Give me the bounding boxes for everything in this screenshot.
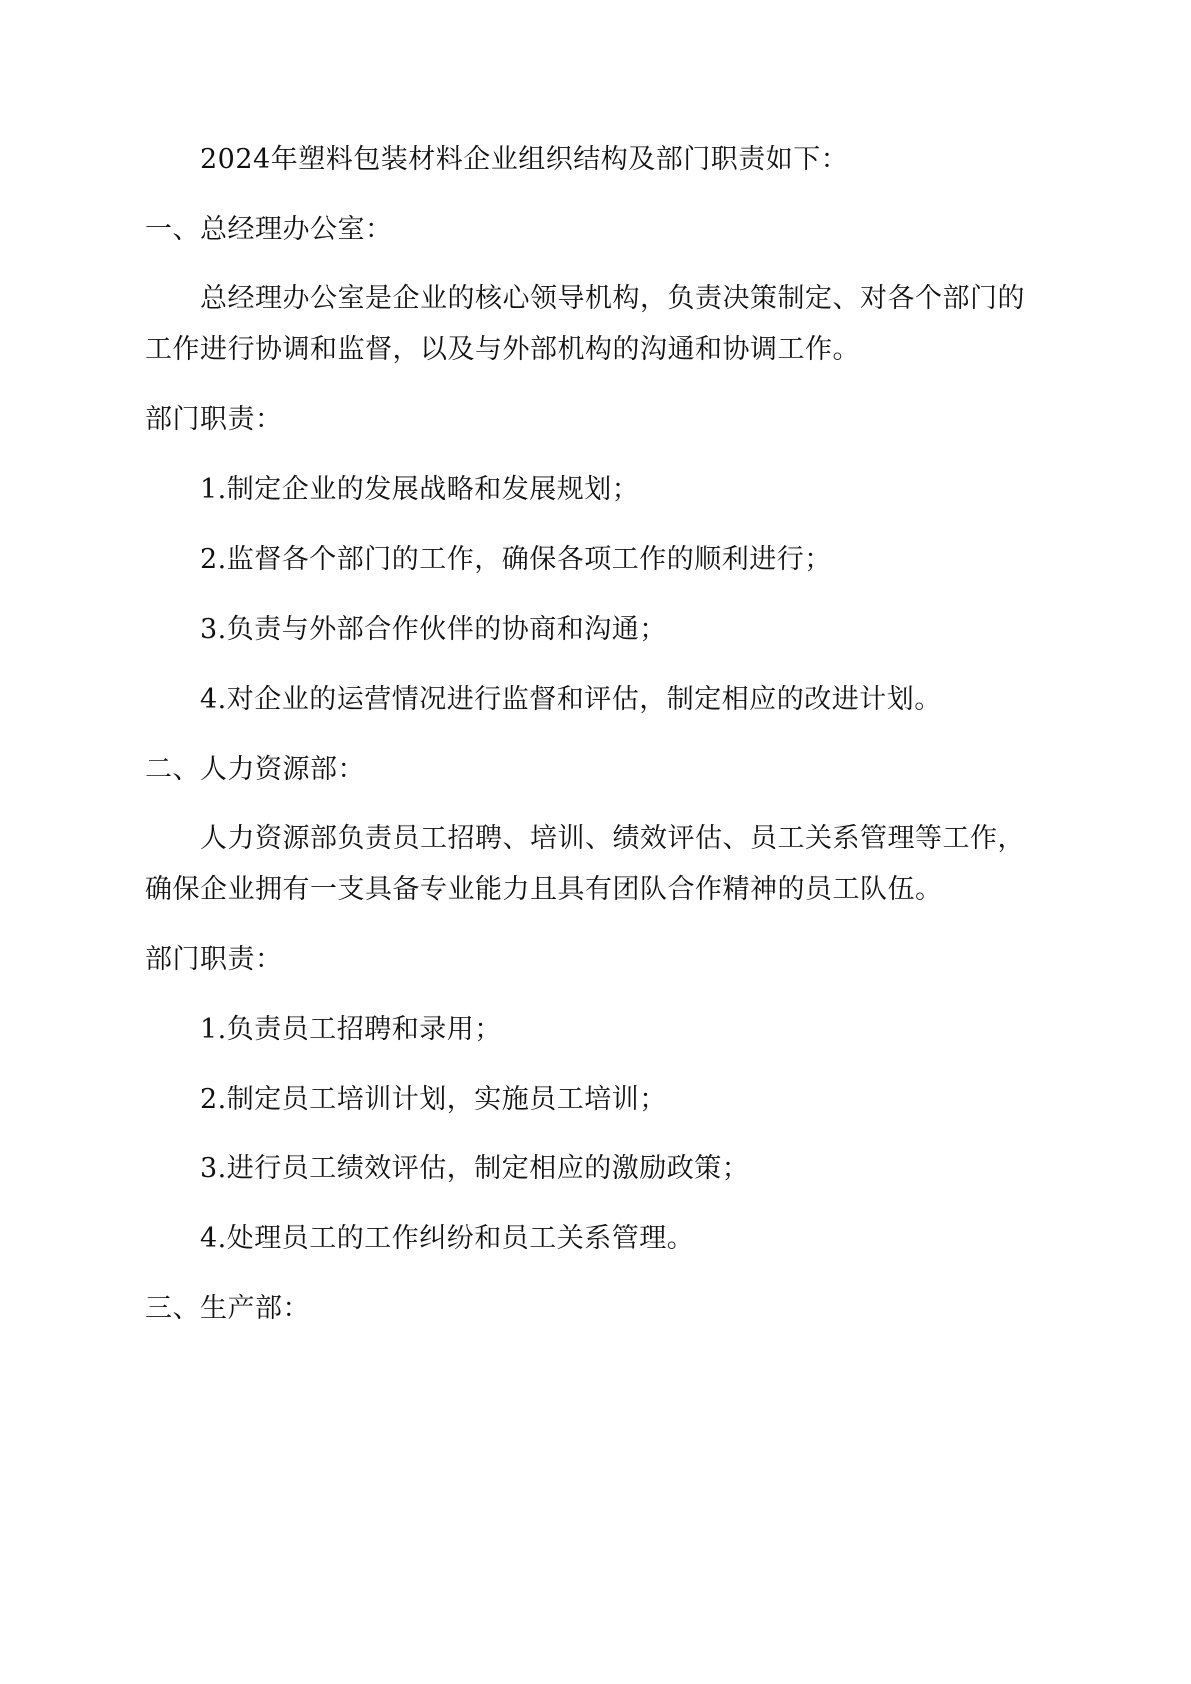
- section-heading-gm-office: 一、总经理办公室：: [145, 214, 393, 245]
- duty-item: 4.对企业的运营情况进行监督和评估，制定相应的改进计划。: [200, 684, 942, 715]
- duty-item: 3.进行员工绩效评估，制定相应的激励政策；: [200, 1153, 750, 1184]
- duty-item: 2.监督各个部门的工作，确保各项工作的顺利进行；: [200, 544, 832, 575]
- section-intro-line: 总经理办公室是企业的核心领导机构，负责决策制定、对各个部门的: [200, 283, 1025, 314]
- section-intro-line: 人力资源部负责员工招聘、培训、绩效评估、员工关系管理等工作，: [200, 823, 1025, 854]
- document-title: 2024年塑料包装材料企业组织结构及部门职责如下：: [200, 144, 849, 175]
- duty-item: 2.制定员工培训计划，实施员工培训；: [200, 1084, 667, 1115]
- section-intro-line: 工作进行协调和监督，以及与外部机构的沟通和协调工作。: [145, 334, 860, 365]
- duty-item: 1.制定企业的发展战略和发展规划；: [200, 474, 640, 505]
- duty-item: 4.处理员工的工作纠纷和员工关系管理。: [200, 1223, 695, 1254]
- section-intro-line: 确保企业拥有一支具备专业能力且具有团队合作精神的员工队伍。: [145, 874, 943, 905]
- duties-label: 部门职责：: [145, 944, 283, 975]
- duty-item: 1.负责员工招聘和录用；: [200, 1014, 502, 1045]
- section-heading-production: 三、生产部：: [145, 1293, 310, 1324]
- duty-item: 3.负责与外部合作伙伴的协商和沟通；: [200, 614, 667, 645]
- duties-label: 部门职责：: [145, 404, 283, 435]
- section-heading-hr: 二、人力资源部：: [145, 754, 365, 785]
